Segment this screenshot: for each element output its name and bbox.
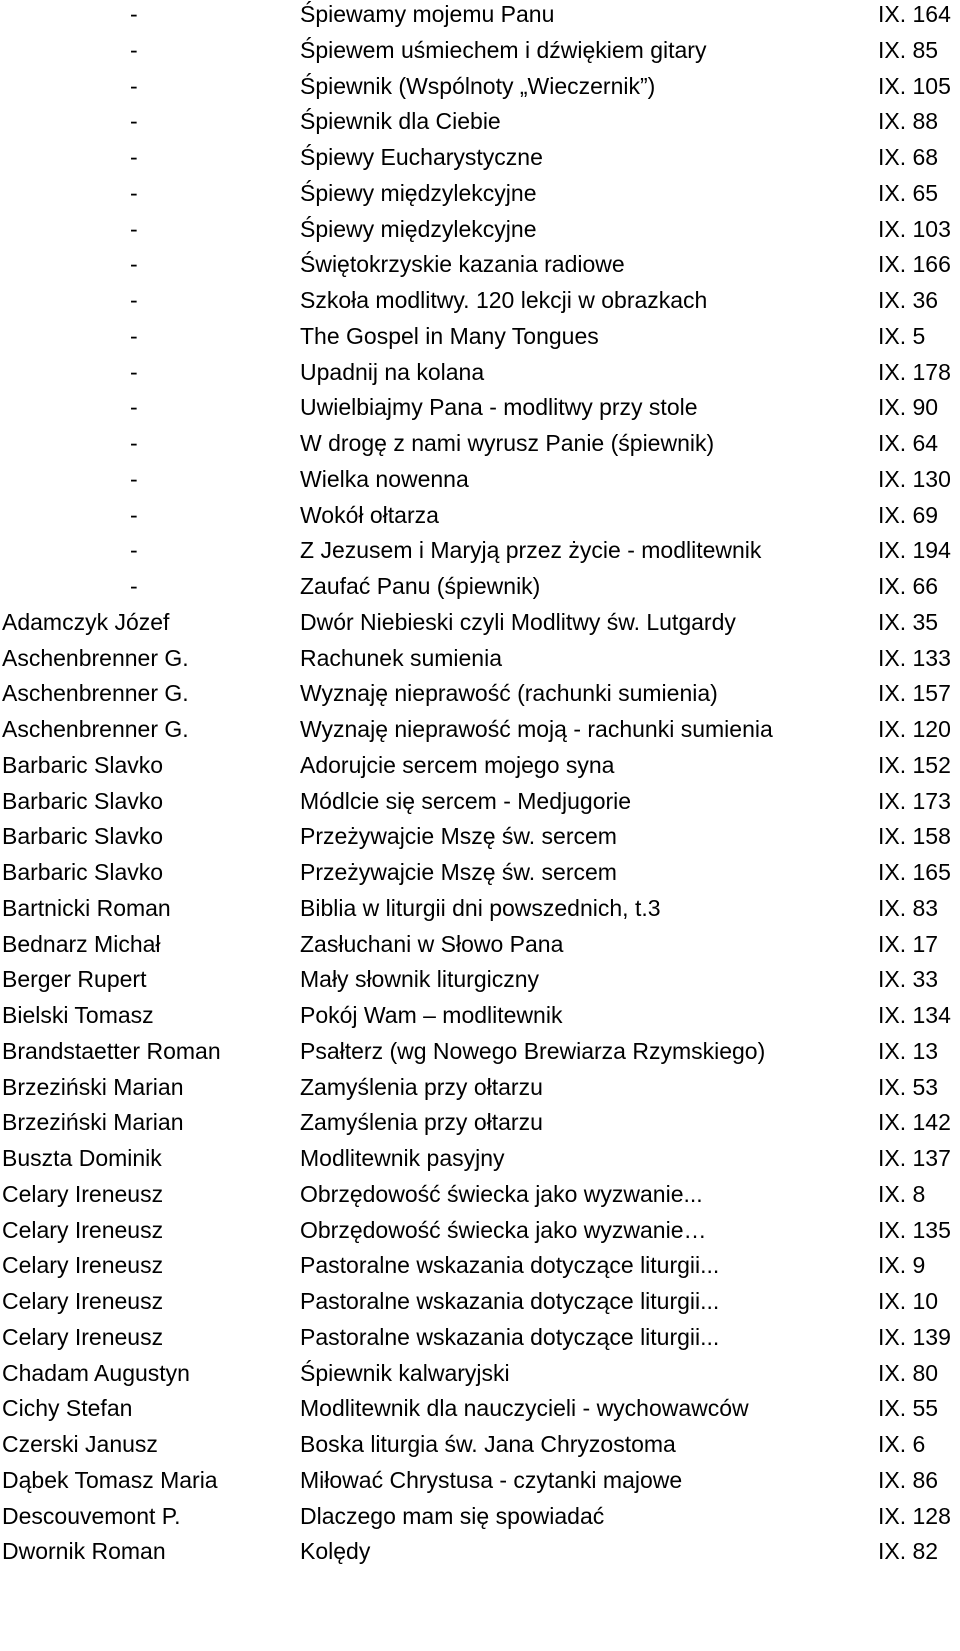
author-cell: Czerski Janusz <box>2 1431 158 1457</box>
reference-cell: IX. 82 <box>878 1538 939 1565</box>
reference-cell: IX. 139 <box>878 1323 951 1350</box>
list-item <box>0 926 960 964</box>
author-cell: Brzeziński Marian <box>2 1109 184 1136</box>
title-cell: Pastoralne wskazania dotyczące liturgii... <box>300 1323 720 1350</box>
reference-cell: IX. 178 <box>878 358 951 385</box>
author-cell: - <box>130 36 138 63</box>
reference-cell: IX. 120 <box>878 716 951 742</box>
title-cell: Zaufać Panu (śpiewnik) <box>300 573 541 599</box>
author-cell: Cichy Stefan <box>2 1395 133 1422</box>
title-cell: Wyznaję nieprawość moją - rachunki sumienia <box>300 716 773 742</box>
reference-cell: IX. 164 <box>878 1 951 27</box>
author-cell: Bednarz Michał <box>2 930 161 957</box>
reference-cell: IX. 13 <box>878 1037 939 1064</box>
author-cell: Dwornik Roman <box>2 1538 166 1565</box>
list-item <box>0 389 960 427</box>
reference-cell: IX. 152 <box>878 751 951 778</box>
reference-cell: IX. 135 <box>878 1216 951 1243</box>
reference-cell: IX. 66 <box>878 573 939 599</box>
list-item <box>0 103 960 141</box>
list-item <box>0 1176 960 1214</box>
list-item <box>0 139 960 177</box>
title-cell: Przeżywajcie Mszę św. sercem <box>300 859 617 885</box>
author-cell: Aschenbrenner G. <box>2 680 189 707</box>
list-item <box>0 747 960 785</box>
reference-cell: IX. 64 <box>878 430 939 456</box>
author-cell: - <box>130 322 138 349</box>
title-cell: Zamyślenia przy ołtarzu <box>300 1073 543 1100</box>
reference-cell: IX. 65 <box>878 179 939 206</box>
list-item <box>0 68 960 106</box>
list-item <box>0 497 960 535</box>
title-cell: Śpiewy Eucharystyczne <box>300 144 543 170</box>
title-cell: Zamyślenia przy ołtarzu <box>300 1109 543 1136</box>
reference-cell: IX. 88 <box>878 108 939 135</box>
title-cell: Śpiewamy mojemu Panu <box>300 1 555 27</box>
title-cell: Śpiewy międzylekcyjne <box>300 179 537 206</box>
reference-cell: IX. 35 <box>878 608 939 635</box>
list-item <box>0 175 960 213</box>
reference-cell: IX. 69 <box>878 501 939 528</box>
author-cell: - <box>130 179 138 206</box>
title-cell: Wielka nowenna <box>300 465 469 492</box>
author-cell: Chadam Augustyn <box>2 1359 190 1386</box>
reference-cell: IX. 142 <box>878 1109 951 1136</box>
author-cell: - <box>130 537 138 564</box>
author-cell: Barbaric Slavko <box>2 859 164 885</box>
list-item <box>0 354 960 392</box>
author-cell: - <box>130 430 138 456</box>
title-cell: Biblia w liturgii dni powszednich, t.3 <box>300 894 661 921</box>
title-cell: Obrzędowość świecka jako wyzwanie… <box>300 1216 707 1243</box>
author-cell: Celary Ireneusz <box>2 1323 164 1350</box>
reference-cell: IX. 53 <box>878 1073 939 1100</box>
author-cell: - <box>130 394 138 421</box>
author-cell: - <box>130 1 138 27</box>
reference-cell: IX. 166 <box>878 251 951 278</box>
list-item <box>0 961 960 999</box>
title-cell: The Gospel in Many Tongues <box>300 322 599 349</box>
title-cell: Śpiewnik dla Ciebie <box>300 108 501 135</box>
list-item <box>0 1247 960 1285</box>
title-cell: Uwielbiajmy Pana - modlitwy przy stole <box>300 394 698 421</box>
title-cell: Upadnij na kolana <box>300 358 485 385</box>
reference-cell: IX. 8 <box>878 1180 926 1207</box>
author-cell: Celary Ireneusz <box>2 1252 164 1279</box>
author-cell: Adamczyk Józef <box>2 608 170 635</box>
reference-cell: IX. 86 <box>878 1466 939 1493</box>
author-cell: Buszta Dominik <box>2 1145 162 1171</box>
title-cell: Obrzędowość świecka jako wyzwanie... <box>300 1180 703 1207</box>
title-cell: Świętokrzyskie kazania radiowe <box>300 251 625 278</box>
list-item <box>0 1319 960 1357</box>
title-cell: Śpiewy międzylekcyjne <box>300 215 537 242</box>
reference-cell: IX. 33 <box>878 966 939 993</box>
list-item <box>0 1283 960 1321</box>
title-cell: Kolędy <box>300 1538 371 1565</box>
list-item <box>0 818 960 856</box>
title-cell: Módlcie się sercem - Medjugorie <box>300 787 632 814</box>
list-item <box>0 1426 960 1464</box>
list-item <box>0 1390 960 1428</box>
list-item <box>0 1104 960 1142</box>
author-cell: Brandstaetter Roman <box>2 1037 221 1064</box>
title-cell: Śpiewnik kalwaryjski <box>300 1359 510 1386</box>
list-item <box>0 675 960 713</box>
title-cell: Śpiewem uśmiechem i dźwiękiem gitary <box>300 36 707 63</box>
list-item <box>0 211 960 249</box>
reference-cell: IX. 158 <box>878 823 951 850</box>
author-cell: Dąbek Tomasz Maria <box>2 1466 218 1493</box>
title-cell: Modlitewnik dla nauczycieli - wychowawców <box>300 1395 749 1422</box>
author-cell: Celary Ireneusz <box>2 1288 164 1314</box>
author-cell: - <box>130 144 138 170</box>
title-cell: Z Jezusem i Maryją przez życie - modlitewnik <box>300 537 762 564</box>
reference-cell: IX. 133 <box>878 644 951 671</box>
author-cell: Celary Ireneusz <box>2 1180 164 1207</box>
title-cell: Pastoralne wskazania dotyczące liturgii... <box>300 1252 720 1279</box>
reference-cell: IX. 90 <box>878 394 939 421</box>
author-cell: - <box>130 72 138 99</box>
author-cell: Aschenbrenner G. <box>2 644 189 671</box>
reference-cell: IX. 36 <box>878 287 939 313</box>
author-cell: Berger Rupert <box>2 966 147 993</box>
author-cell: - <box>130 251 138 278</box>
list-item <box>0 1355 960 1393</box>
title-cell: Mały słownik liturgiczny <box>300 966 540 993</box>
list-item <box>0 890 960 928</box>
reference-cell: IX. 85 <box>878 36 939 63</box>
title-cell: Miłować Chrystusa - czytanki majowe <box>300 1466 683 1493</box>
list-item <box>0 1069 960 1107</box>
list-item <box>0 318 960 356</box>
list-item <box>0 1033 960 1071</box>
title-cell: W drogę z nami wyrusz Panie (śpiewnik) <box>300 430 715 456</box>
author-cell: - <box>130 108 138 135</box>
list-item <box>0 1462 960 1500</box>
list-item <box>0 997 960 1035</box>
title-cell: Dlaczego mam się spowiadać <box>300 1502 605 1529</box>
author-cell: Descouvemont P. <box>2 1502 181 1529</box>
reference-cell: IX. 128 <box>878 1502 951 1529</box>
title-cell: Pokój Wam – modlitewnik <box>300 1002 563 1028</box>
author-cell: - <box>130 501 138 528</box>
list-item <box>0 532 960 570</box>
list-item <box>0 1498 960 1536</box>
title-cell: Adorujcie sercem mojego syna <box>300 751 615 778</box>
reference-cell: IX. 6 <box>878 1431 926 1457</box>
title-cell: Boska liturgia św. Jana Chryzostoma <box>300 1431 676 1457</box>
list-item <box>0 711 960 749</box>
list-item <box>0 0 960 34</box>
reference-cell: IX. 137 <box>878 1145 951 1171</box>
author-cell: - <box>130 358 138 385</box>
reference-cell: IX. 194 <box>878 537 951 564</box>
list-item <box>0 854 960 892</box>
author-cell: Bielski Tomasz <box>2 1002 154 1028</box>
author-cell: - <box>130 465 138 492</box>
list-item <box>0 640 960 678</box>
title-cell: Szkoła modlitwy. 120 lekcji w obrazkach <box>300 287 708 313</box>
title-cell: Wyznaję nieprawość (rachunki sumienia) <box>300 680 718 707</box>
list-item <box>0 425 960 463</box>
reference-cell: IX. 134 <box>878 1002 951 1028</box>
title-cell: Dwór Niebieski czyli Modlitwy św. Lutgardy <box>300 608 736 635</box>
list-item <box>0 604 960 642</box>
author-cell: - <box>130 573 138 599</box>
list-item <box>0 246 960 284</box>
reference-cell: IX. 17 <box>878 930 939 957</box>
author-cell: Barbaric Slavko <box>2 823 164 850</box>
author-cell: Brzeziński Marian <box>2 1073 184 1100</box>
reference-cell: IX. 83 <box>878 894 939 921</box>
reference-cell: IX. 157 <box>878 680 951 707</box>
reference-cell: IX. 55 <box>878 1395 939 1422</box>
title-cell: Przeżywajcie Mszę św. sercem <box>300 823 617 850</box>
reference-cell: IX. 130 <box>878 465 951 492</box>
author-cell: - <box>130 215 138 242</box>
list-item <box>0 1533 960 1571</box>
author-cell: Barbaric Slavko <box>2 787 164 814</box>
reference-cell: IX. 68 <box>878 144 939 170</box>
reference-cell: IX. 103 <box>878 215 951 242</box>
reference-cell: IX. 173 <box>878 787 951 814</box>
title-cell: Wokół ołtarza <box>300 501 439 528</box>
reference-cell: IX. 165 <box>878 859 951 885</box>
list-item <box>0 1212 960 1250</box>
reference-cell: IX. 5 <box>878 322 926 349</box>
author-cell: Bartnicki Roman <box>2 894 171 921</box>
title-cell: Rachunek sumienia <box>300 644 503 671</box>
author-cell: Celary Ireneusz <box>2 1216 164 1243</box>
list-item <box>0 461 960 499</box>
reference-cell: IX. 10 <box>878 1288 939 1314</box>
reference-cell: IX. 80 <box>878 1359 939 1386</box>
list-item <box>0 282 960 320</box>
reference-cell: IX. 105 <box>878 72 951 99</box>
title-cell: Modlitewnik pasyjny <box>300 1145 505 1171</box>
reference-cell: IX. 9 <box>878 1252 926 1279</box>
list-item <box>0 32 960 70</box>
title-cell: Pastoralne wskazania dotyczące liturgii... <box>300 1288 720 1314</box>
title-cell: Zasłuchani w Słowo Pana <box>300 930 564 957</box>
list-item <box>0 783 960 821</box>
author-cell: Aschenbrenner G. <box>2 716 189 742</box>
title-cell: Psałterz (wg Nowego Brewiarza Rzymskiego) <box>300 1037 766 1064</box>
title-cell: Śpiewnik (Wspólnoty „Wieczernik”) <box>300 72 656 99</box>
list-item <box>0 1140 960 1178</box>
author-cell: Barbaric Slavko <box>2 751 164 778</box>
author-cell: - <box>130 287 138 313</box>
list-item <box>0 568 960 606</box>
